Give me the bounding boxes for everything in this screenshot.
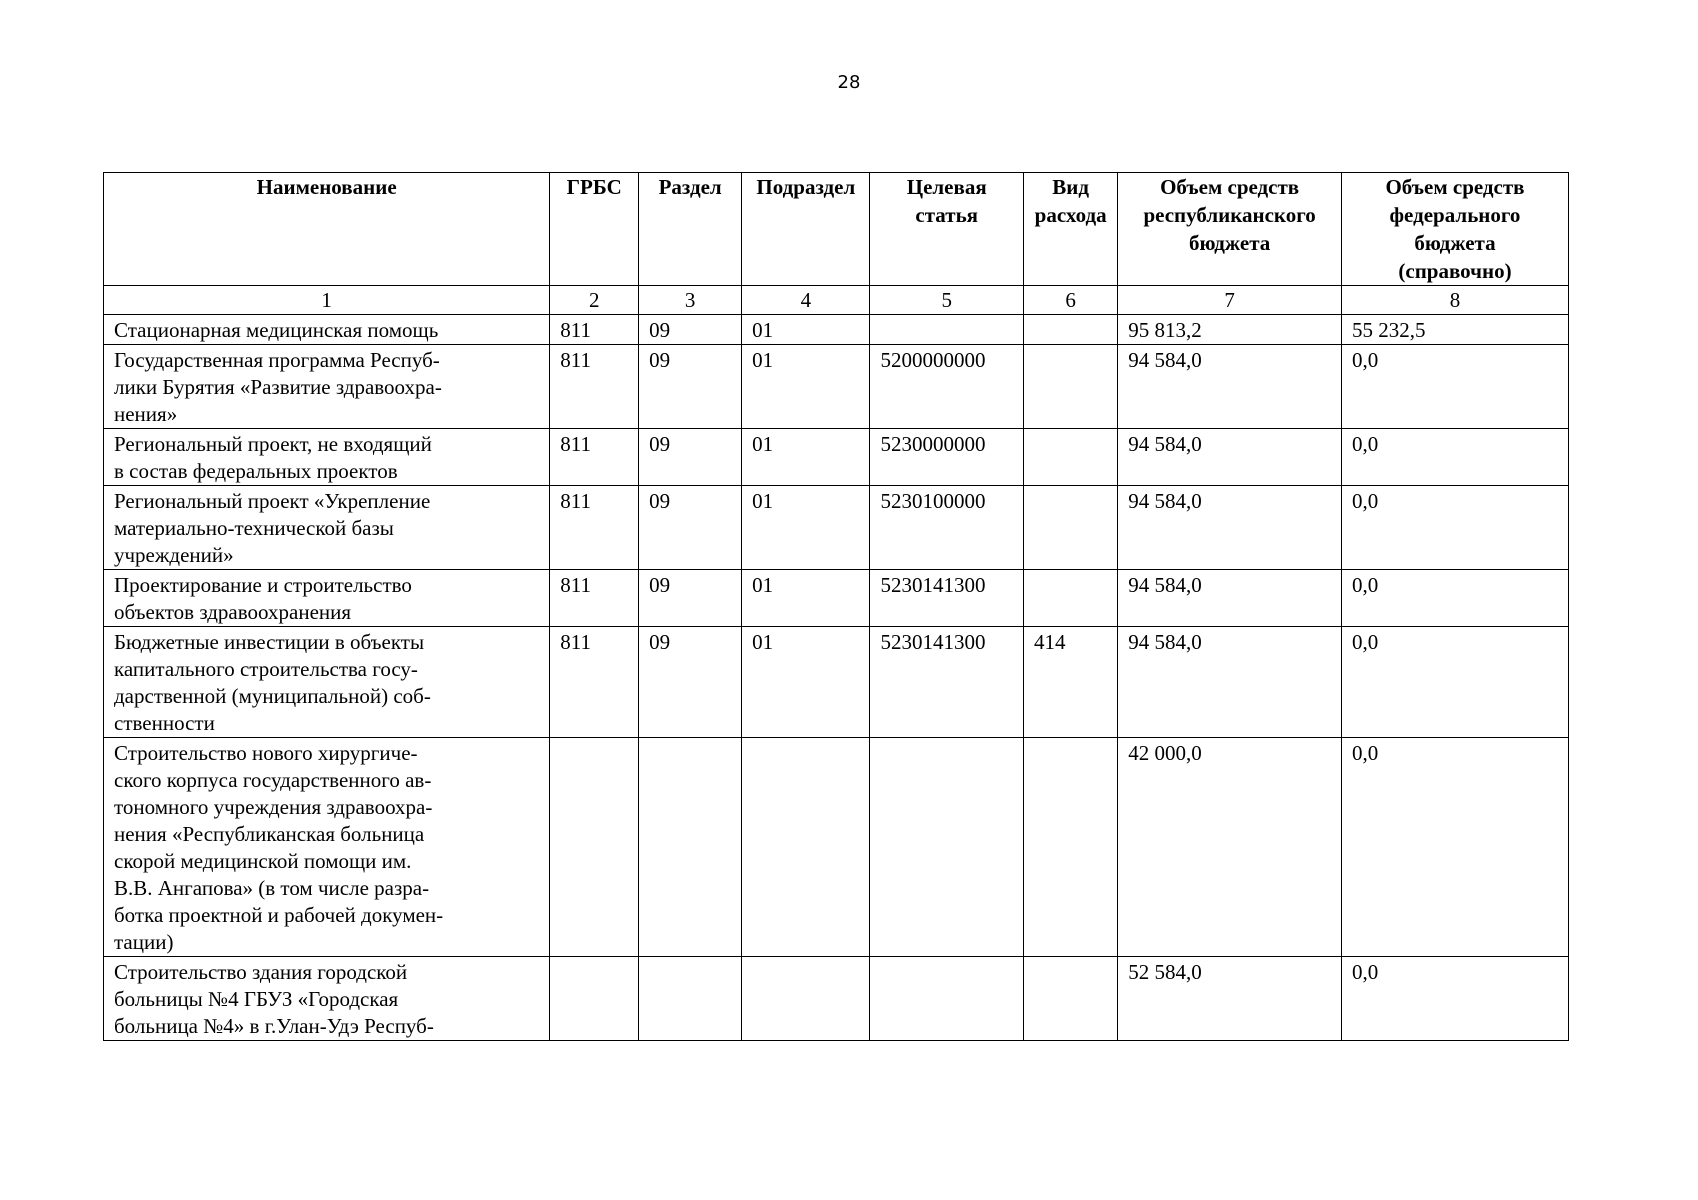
row-name-cell: Строительство нового хирургиче- ского корпуса государственного ав- тономного учреждения здравоохра- нения «Республиканская больница скорой медицинской помощи им. В.В. Ангапова» (в том числе разра- ботка проектной и рабочей докумен- тации) (104, 738, 550, 957)
row-podrazdel-cell: 01 (742, 486, 870, 570)
header-celevaya-statya: Целевая статья (870, 173, 1024, 286)
row-razdel-cell (639, 957, 742, 1041)
page-number: 28 (837, 72, 861, 93)
column-number: 8 (1341, 286, 1568, 315)
row-grbs-cell (550, 738, 639, 957)
table-row (104, 345, 1569, 429)
table-row (104, 957, 1569, 1041)
column-number: 4 (742, 286, 870, 315)
row-vid-raskhoda-cell (1023, 315, 1117, 345)
table-row (104, 429, 1569, 486)
row-celevaya-statya-cell: 5230141300 (870, 570, 1024, 627)
row-republican-budget-cell: 42 000,0 (1118, 738, 1342, 957)
row-celevaya-statya-cell: 5230000000 (870, 429, 1024, 486)
column-number: 2 (550, 286, 639, 315)
row-republican-budget-cell: 94 584,0 (1118, 429, 1342, 486)
row-vid-raskhoda-cell (1023, 486, 1117, 570)
row-podrazdel-cell (742, 957, 870, 1041)
table-header (104, 173, 1569, 286)
row-razdel-cell: 09 (639, 627, 742, 738)
row-razdel-cell: 09 (639, 486, 742, 570)
row-republican-budget-cell: 94 584,0 (1118, 486, 1342, 570)
row-razdel-cell: 09 (639, 429, 742, 486)
table-row (104, 738, 1569, 957)
row-celevaya-statya-cell: 5230100000 (870, 486, 1024, 570)
row-federal-budget-cell: 0,0 (1341, 738, 1568, 957)
row-grbs-cell (550, 957, 639, 1041)
row-podrazdel-cell: 01 (742, 345, 870, 429)
row-grbs-cell: 811 (550, 345, 639, 429)
row-republican-budget-cell: 94 584,0 (1118, 570, 1342, 627)
budget-table (103, 172, 1569, 1041)
row-razdel-cell: 09 (639, 345, 742, 429)
row-federal-budget-cell: 0,0 (1341, 345, 1568, 429)
row-name-cell: Стационарная медицинская помощь (104, 315, 550, 345)
table-row (104, 627, 1569, 738)
row-federal-budget-cell: 0,0 (1341, 957, 1568, 1041)
row-federal-budget-cell: 0,0 (1341, 570, 1568, 627)
row-grbs-cell: 811 (550, 315, 639, 345)
row-federal-budget-cell: 0,0 (1341, 429, 1568, 486)
row-podrazdel-cell (742, 738, 870, 957)
table-row (104, 570, 1569, 627)
table-body (104, 286, 1569, 1041)
column-number: 7 (1118, 286, 1342, 315)
row-podrazdel-cell: 01 (742, 315, 870, 345)
table-row (104, 315, 1569, 345)
row-podrazdel-cell: 01 (742, 570, 870, 627)
column-number: 6 (1023, 286, 1117, 315)
row-name-cell: Государственная программа Респуб- лики Бурятия «Развитие здравоохра- нения» (104, 345, 550, 429)
row-celevaya-statya-cell (870, 738, 1024, 957)
header-razdel: Раздел (639, 173, 742, 286)
row-republican-budget-cell: 95 813,2 (1118, 315, 1342, 345)
row-grbs-cell: 811 (550, 627, 639, 738)
row-vid-raskhoda-cell: 414 (1023, 627, 1117, 738)
row-vid-raskhoda-cell (1023, 429, 1117, 486)
row-podrazdel-cell: 01 (742, 429, 870, 486)
row-celevaya-statya-cell: 5200000000 (870, 345, 1024, 429)
row-vid-raskhoda-cell (1023, 570, 1117, 627)
header-name: Наименование (104, 173, 550, 286)
header-federal-budget: Объем средств федерального бюджета (справочно) (1341, 173, 1568, 286)
row-grbs-cell: 811 (550, 429, 639, 486)
row-republican-budget-cell: 94 584,0 (1118, 627, 1342, 738)
row-celevaya-statya-cell: 5230141300 (870, 627, 1024, 738)
column-number: 5 (870, 286, 1024, 315)
row-name-cell: Проектирование и строительство объектов здравоохранения (104, 570, 550, 627)
row-celevaya-statya-cell (870, 315, 1024, 345)
row-name-cell: Бюджетные инвестиции в объекты капитального строительства госу- дарственной (муниципальной) соб- ственности (104, 627, 550, 738)
header-vid-raskhoda: Вид расхода (1023, 173, 1117, 286)
row-name-cell: Региональный проект «Укрепление материально-технической базы учреждений» (104, 486, 550, 570)
row-federal-budget-cell: 55 232,5 (1341, 315, 1568, 345)
row-razdel-cell (639, 738, 742, 957)
row-vid-raskhoda-cell (1023, 345, 1117, 429)
row-celevaya-statya-cell (870, 957, 1024, 1041)
header-republican-budget: Объем средств республиканского бюджета (1118, 173, 1342, 286)
row-vid-raskhoda-cell (1023, 957, 1117, 1041)
row-vid-raskhoda-cell (1023, 738, 1117, 957)
row-podrazdel-cell: 01 (742, 627, 870, 738)
column-number-row (104, 286, 1569, 315)
column-number: 1 (104, 286, 550, 315)
row-republican-budget-cell: 52 584,0 (1118, 957, 1342, 1041)
table-row (104, 486, 1569, 570)
row-grbs-cell: 811 (550, 486, 639, 570)
row-republican-budget-cell: 94 584,0 (1118, 345, 1342, 429)
header-podrazdel: Подраздел (742, 173, 870, 286)
column-number: 3 (639, 286, 742, 315)
row-grbs-cell: 811 (550, 570, 639, 627)
row-razdel-cell: 09 (639, 315, 742, 345)
row-razdel-cell: 09 (639, 570, 742, 627)
header-row (104, 173, 1569, 286)
row-name-cell: Региональный проект, не входящий в состав федеральных проектов (104, 429, 550, 486)
row-federal-budget-cell: 0,0 (1341, 627, 1568, 738)
row-federal-budget-cell: 0,0 (1341, 486, 1568, 570)
row-name-cell: Строительство здания городской больницы №4 ГБУЗ «Городская больница №4» в г.Улан-Удэ Респуб- (104, 957, 550, 1041)
header-grbs: ГРБС (550, 173, 639, 286)
